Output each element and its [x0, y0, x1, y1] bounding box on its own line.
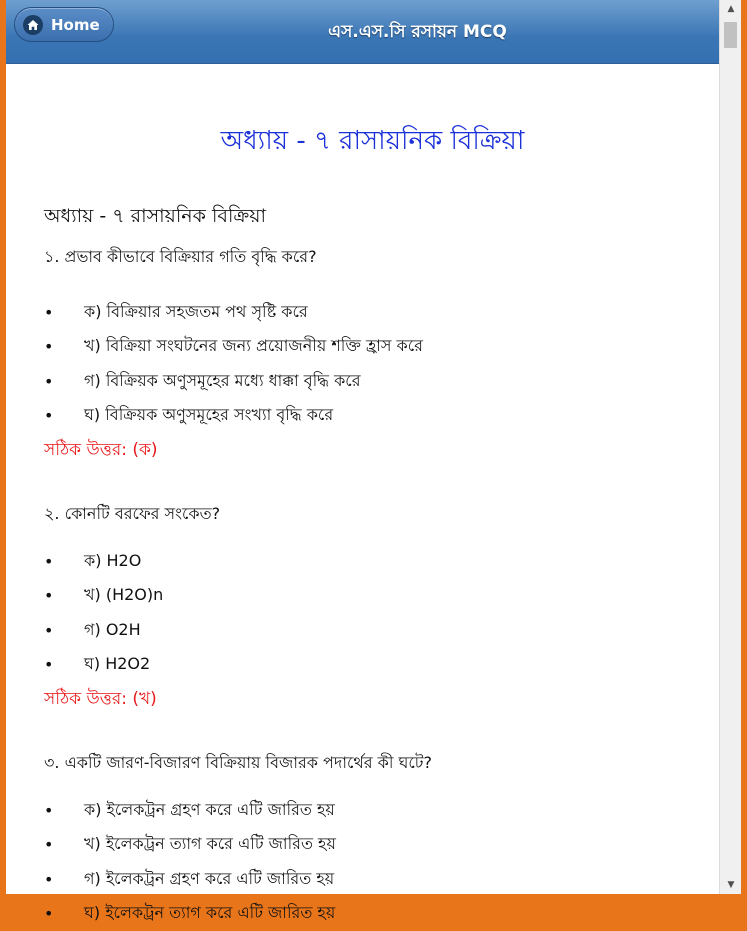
option-kha: • খ) (H2O)n	[44, 579, 719, 614]
option-ka: • ক) H2O	[44, 544, 719, 579]
option-ga: • গ) বিক্রিয়ক অণুসমূহের মধ্যে ধাক্কা বৃদ্ধি করে	[44, 364, 719, 399]
question-3: ৩. একটি জারণ-বিজারণ বিক্রিয়ায় বিজারক পদার্থের কী ঘটে?	[44, 750, 719, 777]
main-content	[6, 64, 719, 894]
header-bar	[6, 0, 719, 64]
question-2-options	[44, 544, 719, 682]
scroll-down-arrow-icon[interactable]: ▼	[720, 876, 742, 894]
option-kha: • খ) ইলেকট্রন ত্যাগ করে এটি জারিত হয়	[44, 828, 719, 863]
chapter-subheading: অধ্যায় - ৭ রাসায়নিক বিক্রিয়া	[44, 202, 719, 234]
scrollbar-thumb[interactable]	[724, 22, 737, 48]
app-frame	[6, 0, 741, 894]
app-title: এস.এস.সি রসায়ন MCQ	[136, 19, 699, 47]
option-gha: • ঘ) বিক্রিয়ক অণুসমূহের সংখ্যা বৃদ্ধি করে	[44, 399, 719, 434]
question-3-options	[44, 793, 719, 931]
chapter-heading: অধ্যায় - ৭ রাসায়নিক বিক্রিয়া	[44, 120, 719, 164]
option-ga: • গ) ইলেকট্রন গ্রহণ করে এটি জারিত হয়	[44, 862, 719, 897]
question-1-options	[44, 295, 719, 433]
home-icon	[23, 15, 43, 35]
option-gha: • ঘ) H2O2	[44, 648, 719, 683]
option-gha: • ঘ) ইলেকট্রন ত্যাগ করে এটি জারিত হয়	[44, 897, 719, 931]
option-ka: • ক) বিক্রিয়ার সহজতম পথ সৃষ্টি করে	[44, 295, 719, 330]
home-button-label: Home	[51, 16, 100, 34]
option-ka: • ক) ইলেকট্রন গ্রহণ করে এটি জারিত হয়	[44, 793, 719, 828]
scroll-up-arrow-icon[interactable]: ▲	[720, 0, 742, 18]
question-1: ১. প্রভাব কীভাবে বিক্রিয়ার গতি বৃদ্ধি করে?	[44, 244, 719, 271]
home-button[interactable]	[14, 7, 114, 42]
option-kha: • খ) বিক্রিয়া সংঘটনের জন্য প্রয়োজনীয় শক্তি হ্রাস করে	[44, 330, 719, 365]
question-2: ২. কোনটি বরফের সংকেত?	[44, 501, 719, 528]
correct-answer-1: সঠিক উত্তর: (ক)	[44, 437, 719, 465]
vertical-scrollbar[interactable]	[719, 0, 741, 894]
option-ga: • গ) O2H	[44, 613, 719, 648]
correct-answer-2: সঠিক উত্তর: (খ)	[44, 686, 719, 714]
